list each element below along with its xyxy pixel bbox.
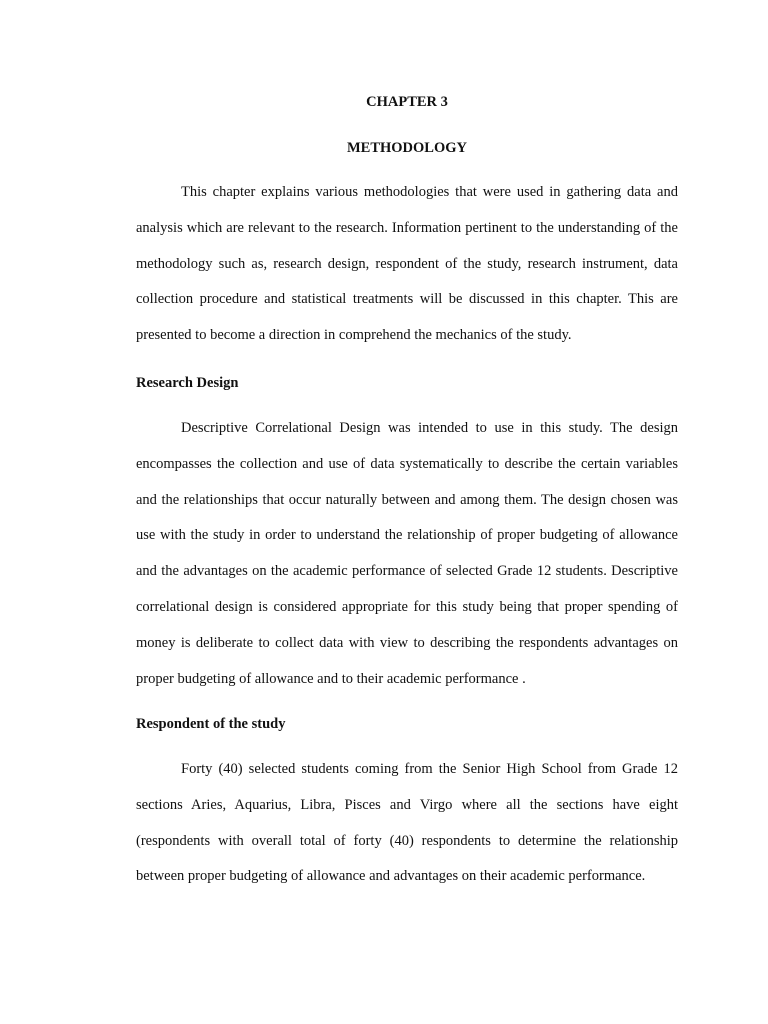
section-heading-research-design: Research Design [136, 375, 239, 391]
section-heading-respondent: Respondent of the study [136, 716, 286, 732]
chapter-label: CHAPTER 3 [366, 94, 448, 110]
intro-paragraph: This chapter explains various methodologies that were used in gathering data and analysis which are relevant to the research. Information pertinent to the understanding of the methodology such as, research design, respondent of the study, research instrument, data collection procedure and statistical treatments will be discussed in this chapter. This are presented to become a direction in comprehend the mechanics of the study. [136, 184, 678, 344]
research-design-paragraph: Descriptive Correlational Design was intended to use in this study. The design encompasses the collection and use of data systematically to describe the certain variables and the relationships that occur naturally between and among them. The design chosen was use with the study in order to understand the relationship of proper budgeting of allowance and the advantages on the academic performance of selected Grade 12 students. Descriptive correlational design is considered appropriate for this study being that proper spending of money is deliberate to collect data with view to describing the respondents advantages on proper budgeting of allowance and to their academic performance . [136, 420, 678, 687]
chapter-title: METHODOLOGY [346, 140, 468, 156]
respondent-paragraph: Forty (40) selected students coming from the Senior High School from Grade 12 sections Aries, Aquarius, Libra, Pisces and Virgo where all the sections have eight (respondents with overall total of forty (40) respondents to determine the relationship between proper budgeting of allowance and advantages on their academic performance. [136, 761, 678, 885]
